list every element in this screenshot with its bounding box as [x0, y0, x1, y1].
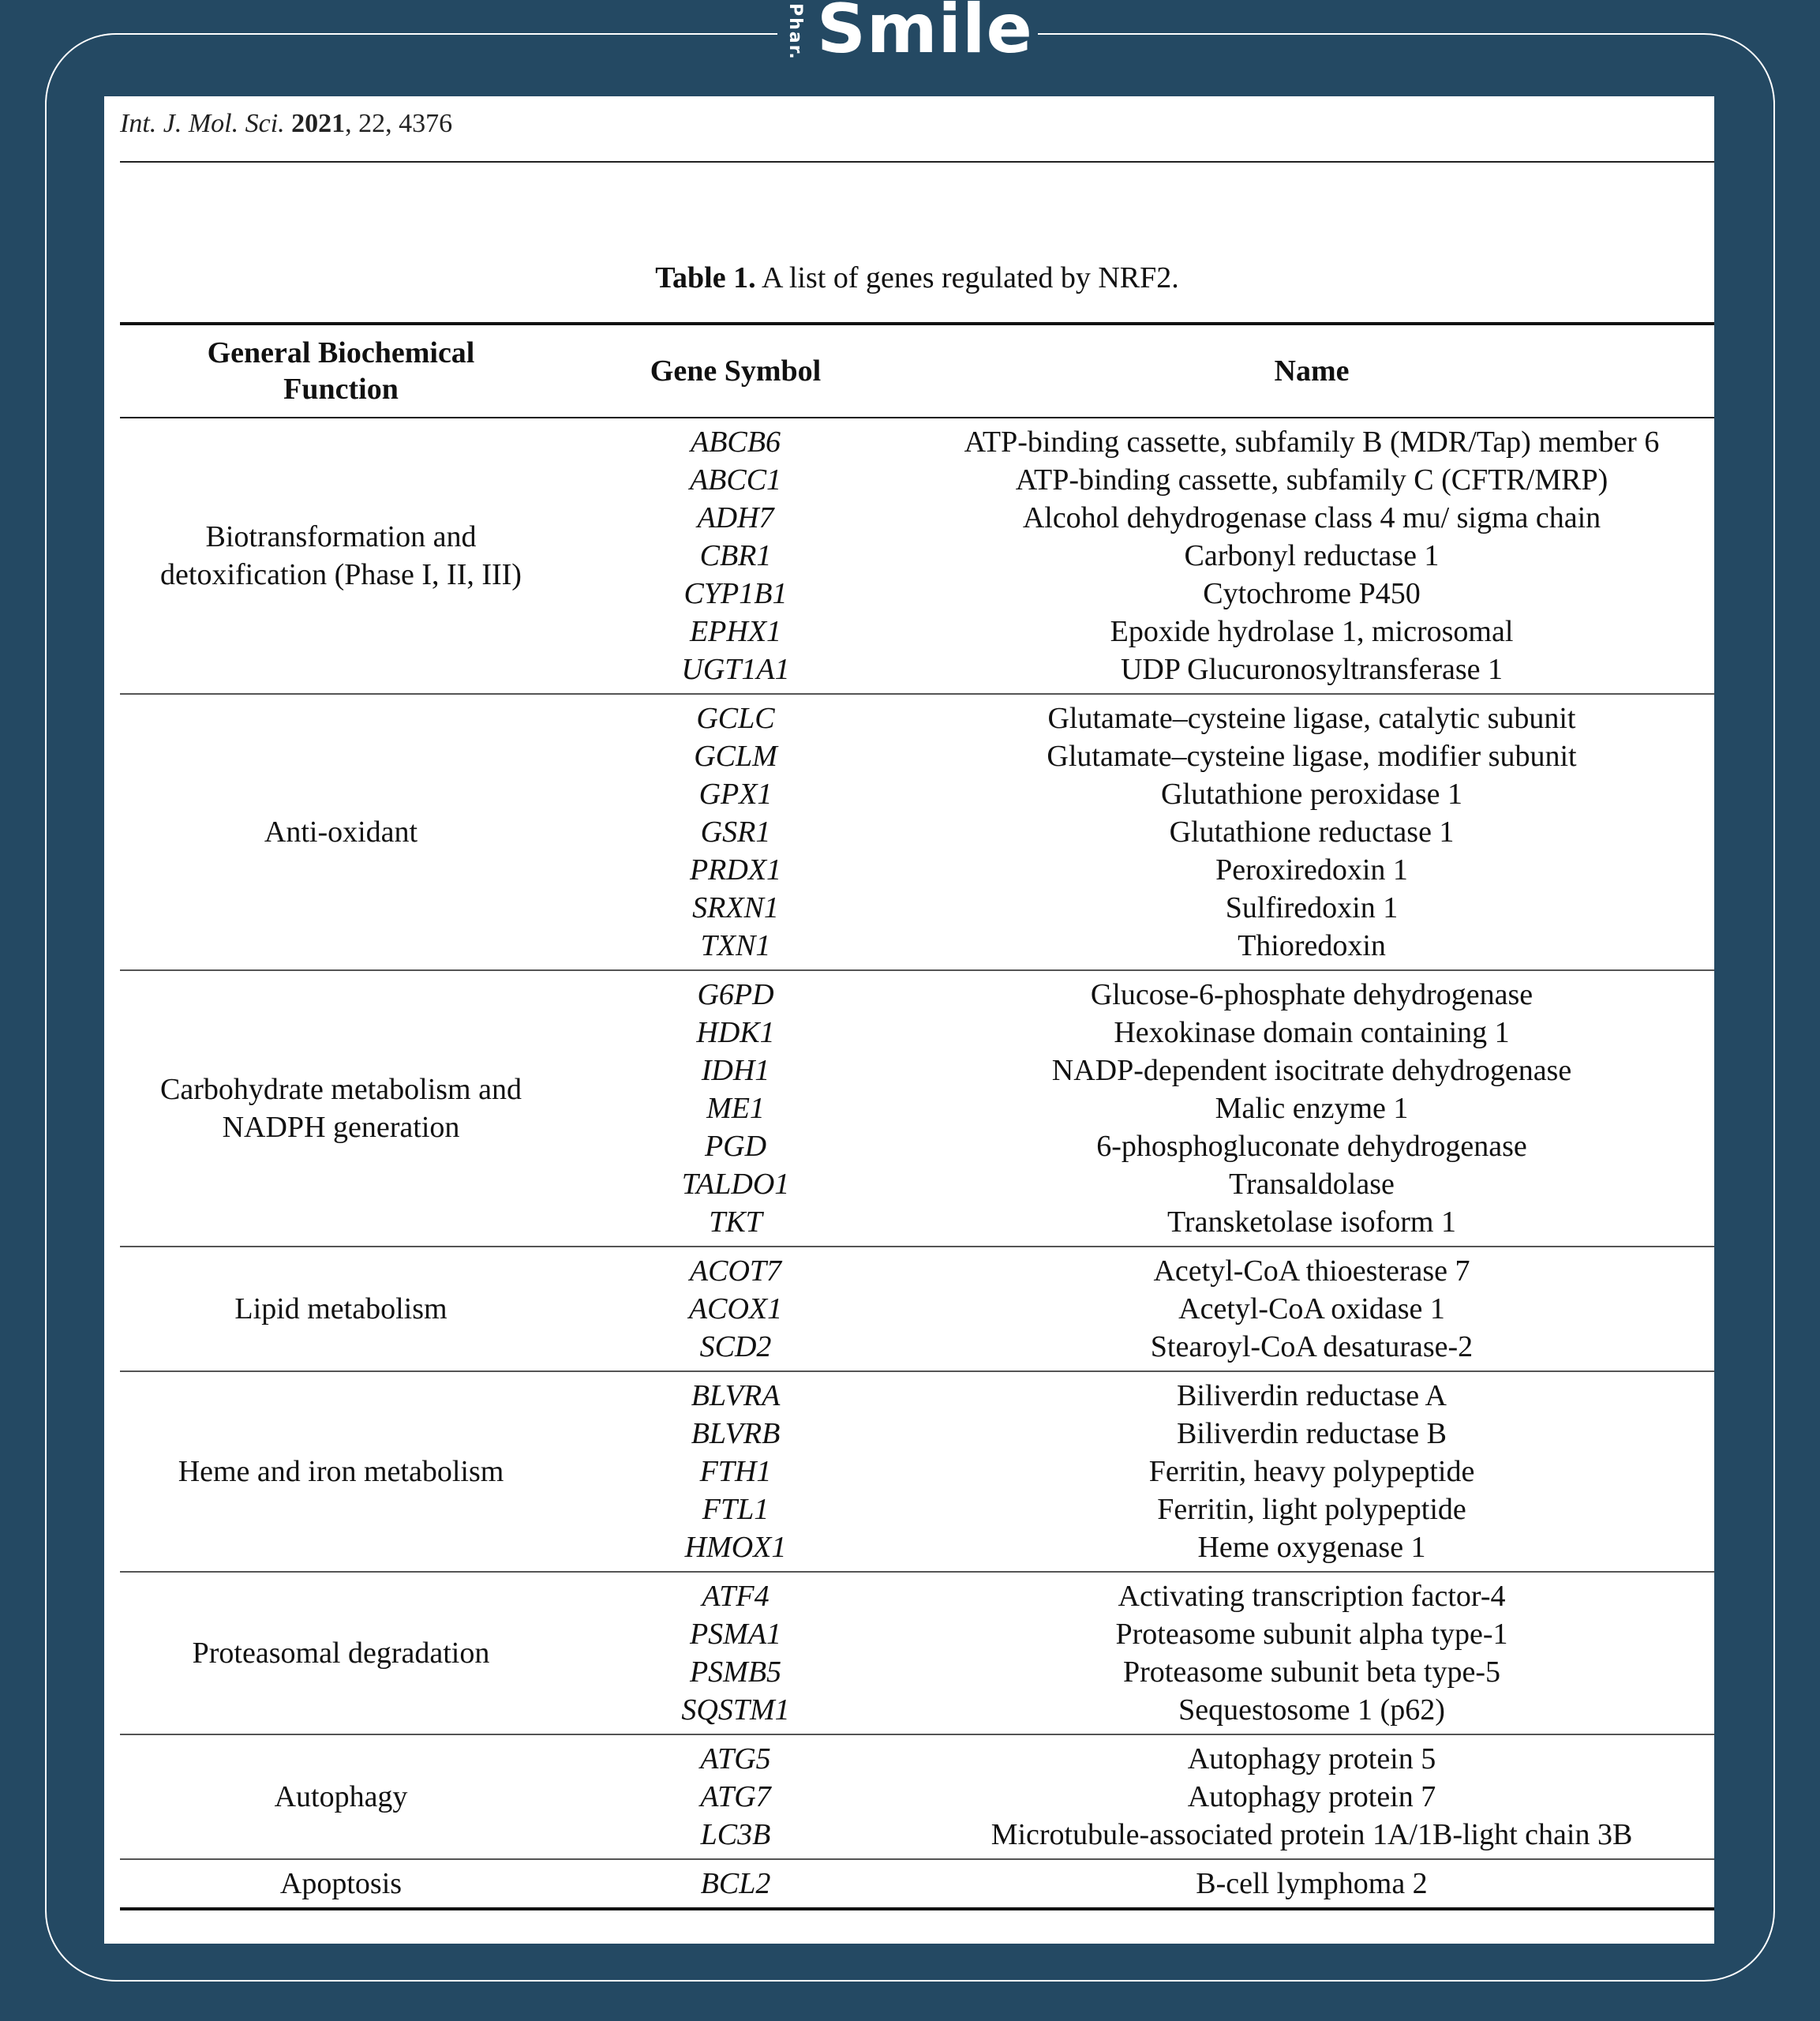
gene-symbol: CBR1 — [699, 539, 772, 572]
gene-name: Glutathione reductase 1 — [1169, 816, 1455, 849]
gene-name: Proteasome subunit beta type-5 — [1122, 1655, 1501, 1689]
gene-symbol: ABCC1 — [689, 463, 782, 497]
gene-symbol: FTH1 — [699, 1455, 772, 1488]
table-row — [120, 694, 1714, 970]
gene-symbol: ABCB6 — [691, 426, 781, 459]
gene-name: Glutamate–cysteine ligase, modifier subunit — [1047, 740, 1577, 773]
gene-symbol: TALDO1 — [681, 1168, 790, 1201]
gene-name: Autophagy protein 5 — [1187, 1742, 1436, 1775]
gene-name: Ferritin, heavy polypeptide — [1148, 1455, 1475, 1488]
gene-symbol-cell — [562, 970, 909, 1247]
gene-symbol: PSMA1 — [689, 1618, 782, 1651]
table-body — [120, 418, 1714, 1909]
gene-name: B-cell lymphoma 2 — [1196, 1867, 1428, 1900]
gene-name-cell — [909, 1247, 1714, 1371]
gene-name: Epoxide hydrolase 1, microsomal — [1110, 615, 1514, 648]
gene-name-cell — [909, 1371, 1714, 1572]
brand-logo — [777, 0, 1038, 69]
gene-symbol: GPX1 — [698, 778, 773, 811]
gene-symbol-cell — [562, 1247, 909, 1371]
gene-name: Ferritin, light polypeptide — [1157, 1493, 1466, 1526]
gene-name: Transaldolase — [1229, 1168, 1395, 1201]
gene-name: Glutathione peroxidase 1 — [1160, 778, 1462, 811]
gene-symbol-cell — [562, 1572, 909, 1734]
gene-name: Glutamate–cysteine ligase, catalytic subunit — [1047, 702, 1576, 735]
header-name: Name — [909, 324, 1714, 418]
brand-small-text: Phar. — [785, 3, 805, 61]
document-page — [104, 96, 1714, 1944]
caption-label: Table 1. — [655, 261, 756, 294]
gene-name: Acetyl-CoA oxidase 1 — [1178, 1292, 1445, 1325]
gene-name-cell — [909, 694, 1714, 970]
gene-name: Peroxiredoxin 1 — [1215, 853, 1408, 887]
gene-symbol: ATF4 — [702, 1580, 770, 1613]
gene-name: Biliverdin reductase B — [1177, 1417, 1447, 1450]
table-row — [120, 1572, 1714, 1734]
header-symbol: Gene Symbol — [562, 324, 909, 418]
gene-name: Hexokinase domain containing 1 — [1114, 1016, 1510, 1049]
gene-name: Autophagy protein 7 — [1187, 1780, 1436, 1813]
gene-symbol: GSR1 — [700, 816, 771, 849]
gene-name: Carbonyl reductase 1 — [1184, 539, 1440, 572]
gene-symbol: HMOX1 — [684, 1531, 787, 1564]
table-row — [120, 1247, 1714, 1371]
gene-symbol: SQSTM1 — [681, 1693, 790, 1727]
gene-name: NADP-dependent isocitrate dehydrogenase — [1051, 1054, 1572, 1087]
header-rule — [120, 161, 1714, 163]
gene-symbol: BLVRB — [691, 1417, 781, 1450]
gene-name: Microtubule-associated protein 1A/1B-light chain 3B — [991, 1818, 1633, 1851]
gene-table — [120, 322, 1714, 1910]
gene-name: UDP Glucuronosyltransferase 1 — [1120, 653, 1504, 686]
gene-name: Glucose-6-phosphate dehydrogenase — [1090, 978, 1534, 1011]
gene-symbol-cell — [562, 694, 909, 970]
gene-name-cell — [909, 970, 1714, 1247]
gene-symbol: EPHX1 — [689, 615, 782, 648]
gene-symbol: ME1 — [706, 1092, 765, 1125]
gene-symbol-cell — [562, 1371, 909, 1572]
gene-name: Thioredoxin — [1238, 929, 1386, 962]
gene-name: Alcohol dehydrogenase class 4 mu/ sigma chain — [1022, 501, 1601, 534]
gene-symbol: PSMB5 — [689, 1655, 782, 1689]
gene-name: 6-phosphogluconate dehydrogenase — [1096, 1130, 1527, 1163]
gene-symbol: BCL2 — [700, 1867, 771, 1900]
gene-symbol: ACOX1 — [688, 1292, 783, 1325]
gene-name: Acetyl-CoA thioesterase 7 — [1153, 1254, 1470, 1288]
gene-symbol: FTL1 — [702, 1493, 770, 1526]
table-header-row — [120, 324, 1714, 418]
function-cell: Autophagy — [120, 1734, 562, 1859]
gene-name-cell — [909, 418, 1714, 694]
gene-name: Biliverdin reductase A — [1177, 1379, 1447, 1412]
table-row — [120, 418, 1714, 694]
journal-volume-page: , 22, 4376 — [345, 109, 453, 138]
table-row — [120, 970, 1714, 1247]
gene-symbol: TXN1 — [700, 929, 771, 962]
gene-name-cell — [909, 1859, 1714, 1909]
gene-symbol: PRDX1 — [689, 853, 782, 887]
function-cell: Apoptosis — [120, 1859, 562, 1909]
table-row — [120, 1371, 1714, 1572]
gene-name: Sequestosome 1 (p62) — [1178, 1693, 1445, 1727]
gene-name: Activating transcription factor-4 — [1118, 1580, 1506, 1613]
gene-symbol: UGT1A1 — [681, 653, 790, 686]
gene-name: Cytochrome P450 — [1203, 577, 1421, 610]
gene-symbol: GCLM — [694, 740, 777, 773]
gene-name: Proteasome subunit alpha type-1 — [1115, 1618, 1508, 1651]
gene-name: Stearoyl-CoA desaturase-2 — [1150, 1330, 1474, 1363]
gene-symbol: HDK1 — [696, 1016, 775, 1049]
table-row — [120, 1734, 1714, 1859]
gene-symbol-cell — [562, 418, 909, 694]
gene-symbol-cell — [562, 1734, 909, 1859]
gene-symbol: LC3B — [700, 1818, 771, 1851]
gene-symbol: IDH1 — [701, 1054, 770, 1087]
journal-year: 2021 — [291, 109, 346, 138]
gene-symbol: ADH7 — [697, 501, 774, 534]
gene-symbol: ATG7 — [700, 1780, 771, 1813]
gene-symbol-cell — [562, 1859, 909, 1909]
gene-symbol: G6PD — [697, 978, 774, 1011]
gene-name: ATP-binding cassette, subfamily B (MDR/Tap) member 6 — [964, 426, 1660, 459]
gene-symbol: GCLC — [696, 702, 775, 735]
function-cell: Biotransformation and detoxification (Phase I, II, III) — [120, 418, 562, 694]
gene-name: Heme oxygenase 1 — [1197, 1531, 1426, 1564]
gene-symbol: SCD2 — [699, 1330, 772, 1363]
gene-symbol: CYP1B1 — [683, 577, 788, 610]
gene-symbol: TKT — [709, 1205, 762, 1239]
gene-name: Sulfiredoxin 1 — [1225, 891, 1399, 924]
brand-name: Smile — [817, 0, 1033, 69]
gene-symbol: SRXN1 — [692, 891, 779, 924]
gene-symbol: ATG5 — [700, 1742, 771, 1775]
journal-name: Int. J. Mol. Sci. — [120, 109, 285, 138]
function-cell: Anti-oxidant — [120, 694, 562, 970]
gene-name-cell — [909, 1734, 1714, 1859]
journal-citation — [120, 109, 452, 139]
gene-name: Transketolase isoform 1 — [1167, 1205, 1456, 1239]
caption-text: A list of genes regulated by NRF2. — [755, 261, 1179, 294]
gene-symbol: BLVRA — [691, 1379, 781, 1412]
table-caption — [120, 261, 1714, 295]
function-cell: Carbohydrate metabolism and NADPH generation — [120, 970, 562, 1247]
table-row — [120, 1859, 1714, 1909]
header-function: General Biochemical Function — [120, 324, 562, 418]
gene-name-cell — [909, 1572, 1714, 1734]
gene-name: Malic enzyme 1 — [1215, 1092, 1409, 1125]
function-cell: Heme and iron metabolism — [120, 1371, 562, 1572]
function-cell: Lipid metabolism — [120, 1247, 562, 1371]
gene-symbol: ACOT7 — [689, 1254, 782, 1288]
gene-symbol: PGD — [704, 1130, 767, 1163]
function-cell: Proteasomal degradation — [120, 1572, 562, 1734]
gene-name: ATP-binding cassette, subfamily C (CFTR/MRP) — [1015, 463, 1608, 497]
